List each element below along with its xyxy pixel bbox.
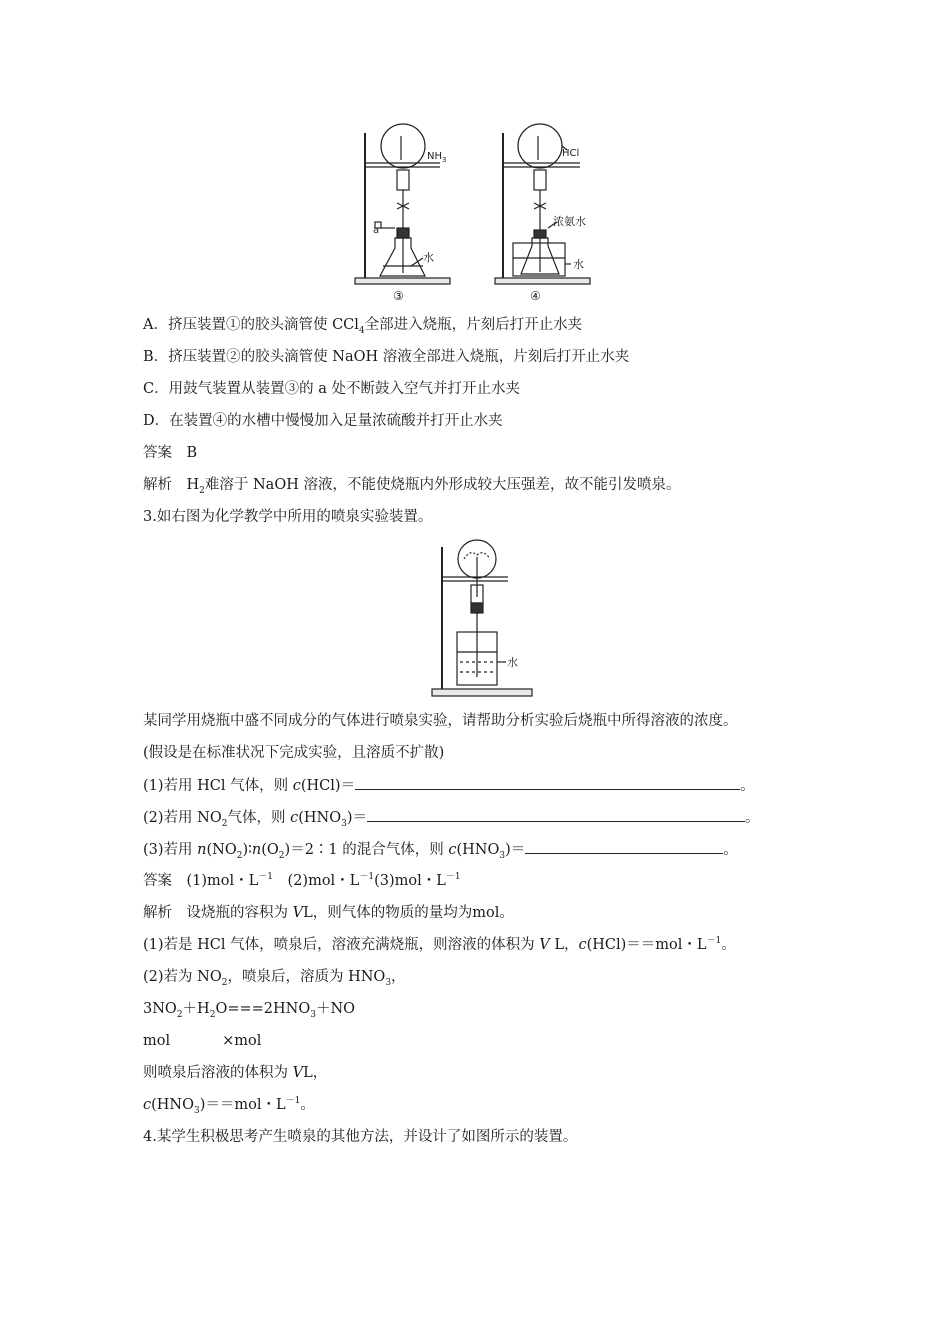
question-3-assumption: (假设是在标准状况下完成实验，且溶质不扩散) — [143, 745, 445, 761]
reaction-equation: $3NO_2+H_2O===2HNO_3+NO$ — [143, 1001, 356, 1020]
option-d: D．在装置④的水槽中慢慢加入足量浓硫酸并打开止水夹 — [143, 413, 503, 429]
analysis-1: 解析 $H_2$难溶于 NaOH 溶液，不能使烧瓶内外形成较大压强差，故不能引发喷泉。 — [143, 477, 681, 496]
analysis-3-part-2: (2)若为 $NO_2$，喷泉后，溶质为 $HNO_3$， — [143, 969, 406, 988]
caption-3: ③ — [393, 289, 404, 303]
caption-4: ④ — [530, 289, 541, 303]
question-3-stem: 某同学用烧瓶中盛不同成分的气体进行喷泉实验，请帮助分析实验后烧瓶中所得溶液的浓度。 — [143, 713, 738, 729]
water-label-3: 水 — [423, 251, 434, 264]
option-b: B．挤压装置②的胶头滴管使 NaOH 溶液全部进入烧瓶，片刻后打开止水夹 — [143, 349, 630, 365]
gas-label-nh3: $NH_3$ — [427, 151, 447, 164]
gas-label-hcl: HCl — [562, 148, 580, 159]
ammonia-label: 浓氨水 — [553, 215, 586, 228]
analysis-3-intro: 解析 设烧瓶的容积为 VL，则气体的物质的量均为mol。 — [143, 905, 514, 921]
question-3-part-3: (3)若用 $n(NO_2)∶n(O_2)=2∶1$ 的混合气体，则 $c(HNO_3)=$ 。 — [143, 839, 738, 860]
question-3-part-1: (1)若用 HCl 气体，则 c(HCl)＝ 。 — [143, 775, 755, 796]
answer-1: 答案 B — [143, 445, 198, 461]
fountain-apparatus-figure — [430, 537, 540, 699]
fountain-apparatus-figure-3-4 — [345, 118, 625, 303]
question-3-part-2: (2)若用 $NO_2$气体，则 $c(HNO_3)=$ 。 — [143, 807, 760, 828]
water-label-middle: 水 — [507, 656, 518, 669]
answer-3: 答案 (1)mol・$L^{-1}$ (2)mol・$L^{-1}(3)mol$・$L^{-1}$ — [143, 872, 461, 889]
analysis-3-part-1: (1)若是 HCl 气体，喷泉后，溶液充满烧瓶，则溶液的体积为 V L，c(HCl)＝＝mol・$L^{-1}$。 — [143, 936, 736, 953]
port-label-a: a — [373, 225, 380, 236]
question-4-title: 4.某学生积极思考产生喷泉的其他方法，并设计了如图所示的装置。 — [143, 1129, 578, 1145]
option-c: C．用鼓气装置从装置③的 a 处不断鼓入空气并打开止水夹 — [143, 381, 520, 397]
final-concentration: $c(HNO_3)==mol$・$L^{-1}$。 — [143, 1096, 315, 1116]
water-label-4: 水 — [573, 258, 584, 271]
solution-volume: 则喷泉后溶液的体积为 VL， — [143, 1065, 328, 1081]
option-a: A．挤压装置①的胶头滴管使 CCl$_4$全部进入烧瓶，片刻后打开止水夹 — [143, 317, 583, 336]
mole-ratio: mol ×mol — [143, 1033, 262, 1049]
question-3-title: 3.如右图为化学教学中所用的喷泉实验装置。 — [143, 509, 433, 525]
